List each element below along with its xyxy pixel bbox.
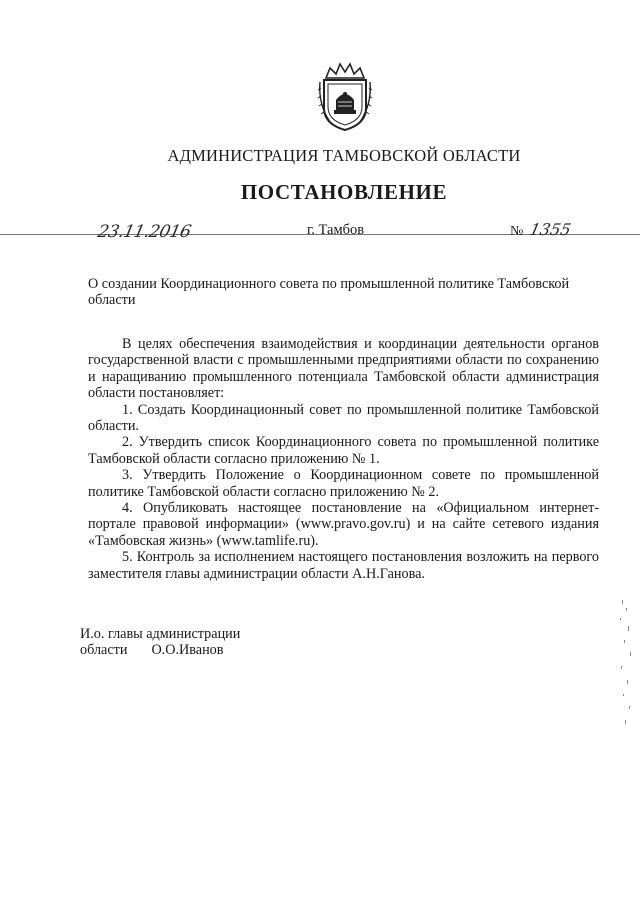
document-city: г. Тамбов (307, 222, 365, 238)
document-number: 1355 (527, 220, 573, 239)
signatory-name: О.О.Иванов (151, 642, 224, 658)
body-paragraph-intro: В целях обеспечения взаимодействия и координации деятельности органов государственной власти с промышленными предприятиями области по сохранению и наращиванию промышленного потенциала Тамбовской области администрация области постановляет: (88, 336, 599, 402)
document-subject: О создании Координационного совета по промышленной политике Тамбовской области (88, 276, 570, 308)
scan-artifact-marks (610, 596, 634, 736)
document-title: ПОСТАНОВЛЕНИЕ (240, 180, 448, 204)
body-paragraph-item-2: 2. Утвердить список Координационного совета по промышленной политике Тамбовской области согласно приложению № 1. (88, 434, 599, 467)
signatory-position-line1: И.о. главы администрации (80, 626, 241, 642)
body-paragraph-item-1: 1. Создать Координационный совет по промышленной политике Тамбовской области. (88, 401, 599, 435)
document-number-label: № (510, 224, 524, 239)
document-date: 23.11.2016 (95, 222, 193, 242)
body-paragraph-item-4: 4. Опубликовать настоящее постановление на «Официальном интернет-портале правовой информации» (www.pravo.gov.ru) и на сайте сетевого издания «Тамбовская жизнь» (www.tamlife.ru). (88, 500, 599, 549)
signatory-position-line2: области (80, 642, 128, 658)
body-paragraph-item-5: 5. Контроль за исполнением настоящего постановления возложить на первого заместителя главы администрации области А.Н.Ганова. (88, 549, 599, 582)
signature-block (80, 626, 240, 658)
organization-name: АДМИНИСТРАЦИЯ ТАМБОВСКОЙ ОБЛАСТИ (167, 146, 521, 165)
document-body (88, 336, 599, 582)
body-paragraph-item-3: 3. Утвердить Положение о Координационном совете по промышленной политике Тамбовской области согласно приложению № 2. (88, 467, 599, 500)
tambov-coat-of-arms-icon (316, 58, 374, 134)
